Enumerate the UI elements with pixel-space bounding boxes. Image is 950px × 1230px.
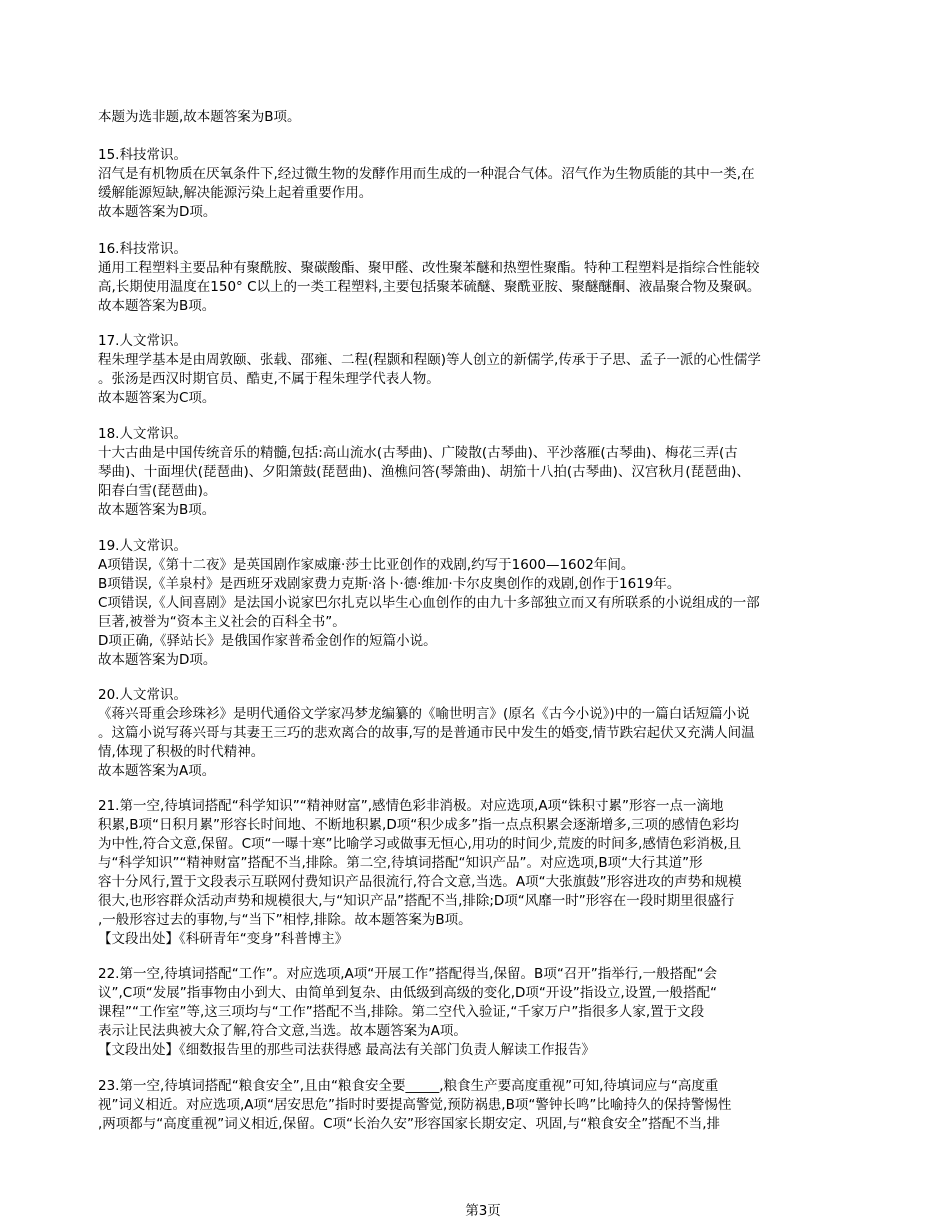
answer-block-16 [98, 240, 868, 316]
intro-line: 本题为选非题,故本题答案为B项。 [98, 109, 301, 125]
text-line: 23.第一空,待填词搭配“粮食安全”,且由“粮食安全要_____,粮食生产要高度重视”可知,待填词应与“高度重 [98, 1078, 719, 1094]
text-line: 20.人文常识。 [98, 687, 187, 703]
text-line: 故本题答案为C项。 [98, 390, 216, 406]
answer-block-18 [98, 425, 868, 520]
text-line: 《蒋兴哥重会珍珠衫》是明代通俗文学家冯梦龙编纂的《喻世明言》(原名《古今小说》)中的一篇白话短篇小说 [98, 706, 750, 722]
text-line: ,两项都与“高度重视”词义相近,保留。C项“长治久安”形容国家长期安定、巩固,与“粮食安全”搭配不当,排 [98, 1116, 721, 1132]
answer-block-15 [98, 146, 868, 222]
text-line: 阳春白雪(琵琶曲)。 [98, 483, 217, 499]
text-line: 情,体现了积极的时代精神。 [98, 744, 265, 760]
text-line: 琴曲)、十面埋伏(琵琶曲)、夕阳箫鼓(琵琶曲)、渔樵问答(琴箫曲)、胡笳十八拍(古琴曲)、汉宫秋月(琵琶曲)、 [98, 464, 750, 480]
page-number: 第3页 [465, 1203, 501, 1219]
text-line: 故本题答案为D项。 [98, 652, 217, 668]
text-line: 故本题答案为A项。 [98, 763, 216, 779]
text-line: 。张汤是西汉时期官员、酷吏,不属于程朱理学代表人物。 [98, 371, 440, 387]
source-citation: 【文段出处】《细数报告里的那些司法获得感 最高法有关部门负责人解读工作报告》 [98, 1042, 596, 1058]
text-line: 15.科技常识。 [98, 147, 187, 163]
text-line: 表示让民法典被大众了解,符合文意,当选。故本题答案为A项。 [98, 1023, 467, 1039]
text-line: C项错误,《人间喜剧》是法国小说家巴尔扎克以毕生心血创作的由九十多部独立而又有所联系的小说组成的一部 [98, 595, 760, 611]
text-line: 22.第一空,待填词搭配“工作”。对应选项,A项“开展工作”搭配得当,保留。B项“召开”指举行,一般搭配“会 [98, 966, 718, 982]
text-line: 积累,B项“日积月累”形容长时间地、不断地积累,D项“积少成多”指一点点积累会逐渐增多,三项的感情色彩均 [98, 817, 740, 833]
text-line: 16.科技常识。 [98, 241, 187, 257]
source-citation: 【文段出处】《科研青年“变身”科普博主》 [98, 931, 349, 947]
text-line: 与“科学知识”“精神财富”搭配不当,排除。第二空,待填词搭配“知识产品”。对应选项,B项“大行其道”形 [98, 855, 703, 871]
text-line: 课程”“工作室”等,这三项均与“工作”搭配不当,排除。第二空代入验证,“千家万户”指很多人家,置于文段 [98, 1004, 705, 1020]
text-line: 沼气是有机物质在厌氧条件下,经过微生物的发酵作用而生成的一种混合气体。沼气作为生物质能的其中一类,在 [98, 166, 755, 182]
text-line: 容十分风行,置于文段表示互联网付费知识产品很流行,符合文意,当选。A项“大张旗鼓”形容进攻的声势和规模 [98, 874, 742, 890]
text-line: 故本题答案为B项。 [98, 502, 216, 518]
text-line: A项错误,《第十二夜》是英国剧作家威廉·莎士比亚创作的戏剧,约写于1600—1602年间。 [98, 557, 635, 573]
text-line: 缓解能源短缺,解决能源污染上起着重要作用。 [98, 185, 373, 201]
answer-block-17 [98, 332, 868, 408]
answer-block-22 [98, 965, 868, 1060]
text-line: 故本题答案为B项。 [98, 298, 216, 314]
text-line: 通用工程塑料主要品种有聚酰胺、聚碳酸酯、聚甲醛、改性聚苯醚和热塑性聚酯。特种工程塑料是指综合性能较 [98, 260, 760, 276]
text-line: 视”词义相近。对应选项,A项“居安思危”指时时要提高警觉,预防祸患,B项“警钟长鸣”比喻持久的保持警惕性 [98, 1097, 732, 1113]
text-line: 很大,也形容群众活动声势和规模很大,与“知识产品”搭配不当,排除;D项“风靡一时”形容在一段时期里很盛行 [98, 893, 735, 909]
text-line: ,一般形容过去的事物,与“当下”相悖,排除。故本题答案为B项。 [98, 912, 472, 928]
text-line: 十大古曲是中国传统音乐的精髓,包括:高山流水(古琴曲)、广陵散(古琴曲)、平沙落雁(古琴曲)、梅花三弄(古 [98, 445, 738, 461]
text-line: B项错误,《羊泉村》是西班牙戏剧家费力克斯·洛卜·德·维加·卡尔皮奥创作的戏剧,创作于1619年。 [98, 576, 681, 592]
text-line: 巨著,被誉为“资本主义社会的百科全书”。 [98, 614, 346, 630]
answer-block-21 [98, 797, 868, 949]
answer-block-20 [98, 686, 868, 781]
text-line: 18.人文常识。 [98, 426, 187, 442]
text-line: 高,长期使用温度在150° C以上的一类工程塑料,主要包括聚苯硫醚、聚酰亚胺、聚醚醚酮、液晶聚合物及聚砜。 [98, 279, 761, 295]
text-line: 故本题答案为D项。 [98, 204, 217, 220]
text-line: 议”,C项“发展”指事物由小到大、由简单到复杂、由低级到高级的变化,D项“开设”指设立,设置,一般搭配“ [98, 985, 717, 1001]
answer-block-19 [98, 537, 868, 670]
text-line: 19.人文常识。 [98, 538, 187, 554]
answer-block-23 [98, 1077, 868, 1134]
document-page [98, 0, 868, 1230]
text-line: 。这篇小说写蒋兴哥与其妻王三巧的悲欢离合的故事,写的是普通市民中发生的婚变,情节跌宕起伏又充满人间温 [98, 725, 755, 741]
text-line: 21.第一空,待填词搭配“科学知识”“精神财富”,感情色彩非消极。对应选项,A项“铢积寸累”形容一点一滴地 [98, 798, 724, 814]
text-line: 为中性,符合文意,保留。C项“一曝十寒”比喻学习或做事无恒心,用功的时间少,荒废的时间多,感情色彩消极,且 [98, 836, 742, 852]
text-line: 程朱理学基本是由周敦颐、张载、邵雍、二程(程颢和程颐)等人创立的新儒学,传承于子思、孟子一派的心性儒学 [98, 352, 761, 368]
text-line: D项正确,《驿站长》是俄国作家普希金创作的短篇小说。 [98, 633, 437, 649]
text-line: 17.人文常识。 [98, 333, 187, 349]
